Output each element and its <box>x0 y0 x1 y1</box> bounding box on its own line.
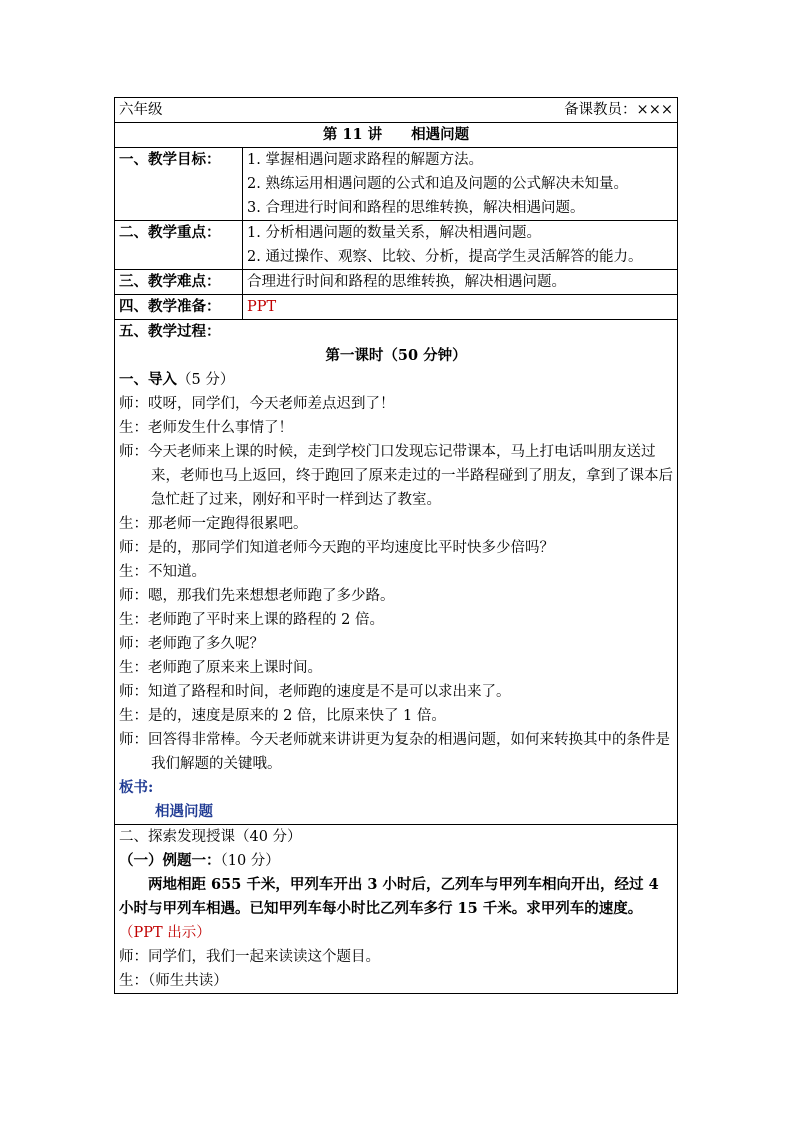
lesson-title: 第 11 讲 相遇问题 <box>115 123 678 148</box>
dialogue-line: 生：不知道。 <box>119 564 206 580</box>
dialogue-line: 师：同学们，我们一起来读读这个题目。 <box>119 949 380 965</box>
header-row <box>115 98 678 123</box>
explore-row <box>115 825 678 994</box>
dialogue-line: 师：是的，那同学们知道老师今天跑的平均速度比平时快多少倍吗？ <box>119 540 554 556</box>
prep-text: PPT <box>243 295 678 320</box>
difficulty-text: 合理进行时间和路程的思维转换，解决相遇问题。 <box>243 270 678 295</box>
dialogue-line: 师：回答得非常棒。今天老师就来讲讲更为复杂的相遇问题，如何来转换其中的条件是我们解题的关键哦。 <box>119 732 670 772</box>
objective-item: 1. 掌握相遇问题求路程的解题方法。 <box>247 152 483 168</box>
board-label: 板书: <box>119 779 154 796</box>
dialogue-line: 生：是的，速度是原来的 2 倍，比原来快了 1 倍。 <box>119 708 446 724</box>
keypoint-item: 1. 分析相遇问题的数量关系，解决相遇问题。 <box>247 225 541 241</box>
dialogue-line: 师：今天老师来上课的时候，走到学校门口发现忘记带课本，马上打电话叫朋友送过来，老师也马上返回，终于跑回了原来走过的一半路程碰到了朋友，拿到了课本后急忙赶了过来，刚好和平时一样到达了教室。 <box>119 444 673 508</box>
dialogue-line: 师：嗯，那我们先来想想老师跑了多少路。 <box>119 588 395 604</box>
objective-item: 2. 熟练运用相遇问题的公式和追及问题的公式解决未知量。 <box>247 176 628 192</box>
title-row <box>115 123 678 148</box>
explore-heading: 二、探索发现授课（40 分） <box>119 829 302 845</box>
objectives-label: 一、教学目标： <box>115 148 243 221</box>
objectives-row <box>115 148 678 221</box>
lesson-plan-table <box>114 97 678 994</box>
example-heading-line <box>119 849 673 873</box>
intro-heading: 一、导入 <box>119 371 177 388</box>
keypoints-row <box>115 221 678 270</box>
dialogue-line: 师：哎呀，同学们，今天老师差点迟到了！ <box>119 396 395 412</box>
dialogue-line: 师：老师跑了多久呢？ <box>119 636 264 652</box>
keypoint-item: 2. 通过操作、观察、比较、分析，提高学生灵活解答的能力。 <box>247 249 643 265</box>
process-label: 五、教学过程： <box>119 323 221 340</box>
dialogue-line: 生：老师跑了原来来上课时间。 <box>119 660 322 676</box>
prep-row <box>115 295 678 320</box>
difficulty-label: 三、教学难点： <box>115 270 243 295</box>
grade-label: 六年级 <box>119 102 163 118</box>
example-time: （10 分） <box>220 853 280 869</box>
difficulty-row <box>115 270 678 295</box>
lesson-plan-page <box>114 97 677 994</box>
process-row <box>115 320 678 825</box>
dialogue-line: 生：（师生共读） <box>119 973 228 989</box>
dialogue-line: 生：老师发生什么事情了！ <box>119 420 293 436</box>
dialogue-line: 生：老师跑了平时来上课的路程的 2 倍。 <box>119 612 384 628</box>
teacher-label: 备课教员：××× <box>564 102 674 118</box>
objective-item: 3. 合理进行时间和路程的思维转换，解决相遇问题。 <box>247 200 585 216</box>
example-heading: （一）例题一： <box>119 852 221 869</box>
board-text: 相遇问题 <box>155 803 213 820</box>
intro-heading-line <box>119 368 673 392</box>
example-problem: 两地相距 655 千米，甲列车开出 3 小时后，乙列车与甲列车相向开出，经过 4 小时与甲列车相遇。已知甲列车每小时比乙列车多行 15 千米。求甲列车的速度。 <box>119 876 659 917</box>
session-heading: 第一课时（50 分钟） <box>325 347 467 364</box>
dialogue-line: 生：那老师一定跑得很累吧。 <box>119 516 308 532</box>
dialogue-line: 师：知道了路程和时间，老师跑的速度是不是可以求出来了。 <box>119 684 511 700</box>
ppt-note: （PPT 出示） <box>119 925 211 941</box>
keypoints-label: 二、教学重点： <box>115 221 243 270</box>
prep-label: 四、教学准备： <box>115 295 243 320</box>
intro-time: （5 分） <box>177 372 235 388</box>
